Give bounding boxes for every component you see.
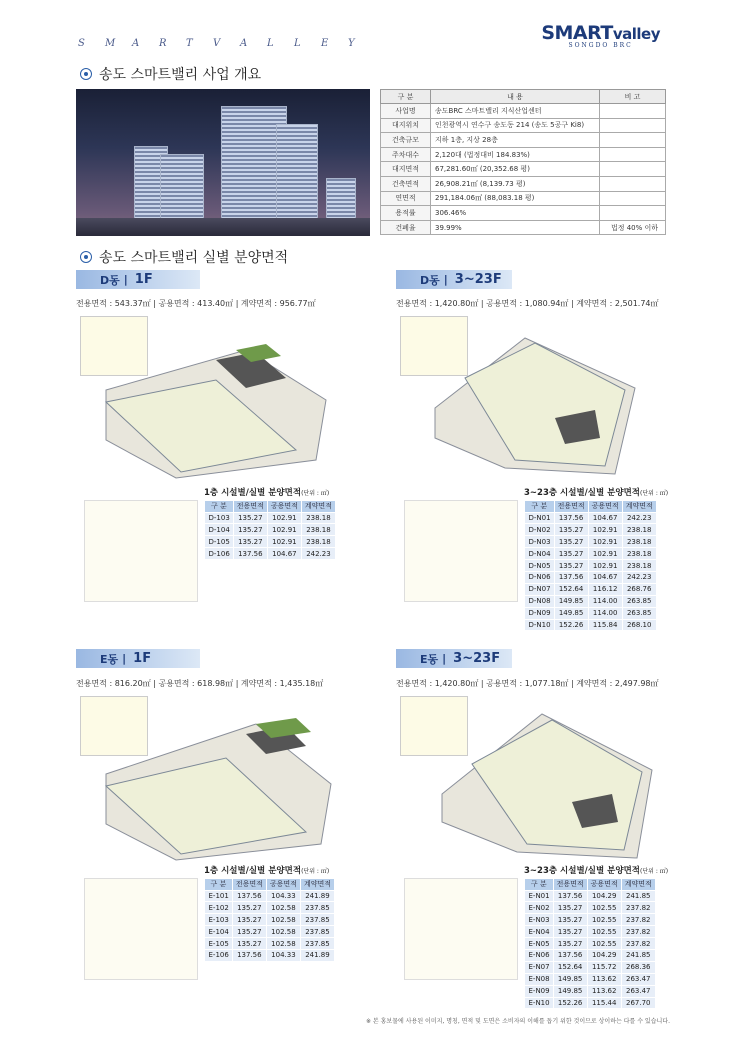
table-cell: 149.85 bbox=[553, 985, 587, 997]
table-cell: 114.00 bbox=[588, 595, 622, 607]
table-cell: E-101 bbox=[205, 890, 233, 902]
table-cell: 104.29 bbox=[587, 949, 621, 961]
table-cell: 39.99% bbox=[431, 220, 600, 235]
building-label-e-1f: E동 | 1F bbox=[76, 649, 200, 668]
table-cell: 267.70 bbox=[621, 997, 655, 1009]
table-row bbox=[205, 536, 336, 548]
table-cell: E-N07 bbox=[525, 961, 554, 973]
table-cell: 149.85 bbox=[554, 595, 588, 607]
table-cell: E-N03 bbox=[525, 914, 554, 926]
unit-table-title: 1층 시설별/실별 분양면적(단위 : ㎡) bbox=[204, 866, 330, 876]
table-cell bbox=[600, 162, 666, 177]
table-row bbox=[381, 176, 666, 191]
table-cell: 237.85 bbox=[300, 926, 334, 938]
table-cell bbox=[600, 176, 666, 191]
table-row bbox=[525, 583, 657, 595]
table-cell: D-103 bbox=[205, 512, 234, 524]
column-header: 공용면적 bbox=[587, 879, 621, 891]
unit-plan-e-1f bbox=[84, 878, 198, 980]
section-title-overview: 송도 스마트밸리 사업 개요 bbox=[80, 64, 261, 84]
table-cell: 102.91 bbox=[267, 536, 301, 548]
table-cell: 268.76 bbox=[622, 583, 656, 595]
table-cell: 지하 1층, 지상 28층 bbox=[431, 133, 600, 148]
table-row bbox=[205, 548, 336, 560]
table-cell: E-N01 bbox=[525, 890, 554, 902]
building-label-e-3f: E동 | 3~23F bbox=[396, 649, 512, 668]
table-cell: 238.18 bbox=[301, 536, 335, 548]
table-cell: 135.27 bbox=[553, 914, 587, 926]
table-cell: 263.85 bbox=[622, 595, 656, 607]
title-letter: A bbox=[240, 38, 248, 49]
table-cell: 102.55 bbox=[587, 902, 621, 914]
table-cell: 2,120대 (법정대비 184.83%) bbox=[431, 147, 600, 162]
table-cell: 102.91 bbox=[588, 548, 622, 560]
building-label-d-1f: D동 | 1F bbox=[76, 270, 200, 289]
floor-render-d-3f bbox=[425, 328, 643, 478]
table-cell: D-N03 bbox=[525, 536, 555, 548]
table-row bbox=[205, 890, 335, 902]
table-cell: E-102 bbox=[205, 902, 233, 914]
title-letter: T bbox=[186, 38, 193, 49]
title-letter: R bbox=[159, 38, 167, 49]
table-cell: 268.10 bbox=[622, 619, 656, 631]
table-cell: 137.56 bbox=[233, 548, 267, 560]
table-cell: 242.23 bbox=[622, 512, 656, 524]
table-cell: 용적률 bbox=[381, 206, 431, 221]
table-cell: 135.27 bbox=[554, 524, 588, 536]
unit-table-title: 1층 시설별/실별 분양면적(단위 : ㎡) bbox=[204, 488, 330, 498]
table-cell: 67,281.60㎡ (20,352.68 평) bbox=[431, 162, 600, 177]
table-cell: E-106 bbox=[205, 949, 233, 961]
building-photo bbox=[76, 89, 370, 236]
table-cell: 306.46% bbox=[431, 206, 600, 221]
table-cell: 135.27 bbox=[232, 926, 266, 938]
table-cell: 102.91 bbox=[588, 560, 622, 572]
table-cell: 104.67 bbox=[588, 571, 622, 583]
table-cell: 263.47 bbox=[621, 973, 655, 985]
table-cell: E-N10 bbox=[525, 997, 554, 1009]
table-cell: D-N08 bbox=[525, 595, 555, 607]
table-cell: 건축규모 bbox=[381, 133, 431, 148]
title-letter: A bbox=[132, 38, 140, 49]
column-header: 전용면적 bbox=[553, 879, 587, 891]
table-row bbox=[205, 938, 335, 950]
table-cell: D-106 bbox=[205, 548, 234, 560]
unit-table-e-3f bbox=[524, 878, 656, 1009]
area-summary-e-1f: 전용면적 : 816.20㎡ | 공용면적 : 618.98㎡ | 계약면적 : 1,435.18㎡ bbox=[76, 679, 324, 688]
bullet-icon bbox=[80, 68, 92, 80]
section-title-areas: 송도 스마트밸리 실별 분양면적 bbox=[80, 247, 288, 267]
table-row bbox=[205, 512, 336, 524]
table-cell: 104.29 bbox=[587, 890, 621, 902]
table-cell: 152.26 bbox=[554, 619, 588, 631]
table-cell: 102.55 bbox=[587, 926, 621, 938]
floor-render-e-1f bbox=[96, 714, 336, 864]
table-cell: 법정 40% 이하 bbox=[600, 220, 666, 235]
area-summary-d-3f: 전용면적 : 1,420.80㎡ | 공용면적 : 1,080.94㎡ | 계약면적 : 2,501.74㎡ bbox=[396, 299, 659, 308]
table-row bbox=[525, 949, 656, 961]
title-letter: V bbox=[213, 38, 221, 49]
table-cell: 291,184.06㎡ (88,083.18 평) bbox=[431, 191, 600, 206]
table-row bbox=[381, 162, 666, 177]
table-row bbox=[525, 619, 657, 631]
table-row bbox=[205, 524, 336, 536]
table-cell: 263.85 bbox=[622, 607, 656, 619]
table-cell: 104.67 bbox=[267, 548, 301, 560]
table-cell: 건폐율 bbox=[381, 220, 431, 235]
table-cell: 263.47 bbox=[621, 985, 655, 997]
table-cell: 주차대수 bbox=[381, 147, 431, 162]
table-cell: 137.56 bbox=[553, 890, 587, 902]
table-row bbox=[525, 926, 656, 938]
column-header: 계약면적 bbox=[301, 501, 335, 513]
title-letter: E bbox=[321, 38, 329, 49]
table-cell: 115.84 bbox=[588, 619, 622, 631]
table-cell: D-N09 bbox=[525, 607, 555, 619]
table-cell: 238.18 bbox=[622, 560, 656, 572]
column-header: 구 분 bbox=[205, 879, 233, 891]
table-cell: 연면적 bbox=[381, 191, 431, 206]
table-cell: E-104 bbox=[205, 926, 233, 938]
table-cell: 102.58 bbox=[266, 902, 300, 914]
table-cell: 102.58 bbox=[266, 926, 300, 938]
table-cell: 135.27 bbox=[554, 536, 588, 548]
table-cell: 사업명 bbox=[381, 104, 431, 119]
table-cell: 237.85 bbox=[300, 914, 334, 926]
table-row bbox=[525, 961, 656, 973]
table-cell: 135.27 bbox=[232, 938, 266, 950]
table-cell: 149.85 bbox=[554, 607, 588, 619]
table-cell: 241.85 bbox=[621, 890, 655, 902]
bullet-icon bbox=[80, 251, 92, 263]
column-header: 전용면적 bbox=[233, 501, 267, 513]
table-row bbox=[381, 220, 666, 235]
table-cell: D-N01 bbox=[525, 512, 555, 524]
table-cell: 237.82 bbox=[621, 938, 655, 950]
table-cell: 102.58 bbox=[266, 914, 300, 926]
table-row bbox=[525, 890, 656, 902]
area-summary-d-1f: 전용면적 : 543.37㎡ | 공용면적 : 413.40㎡ | 계약면적 : 956.77㎡ bbox=[76, 299, 316, 308]
table-cell: 237.82 bbox=[621, 902, 655, 914]
table-cell: 238.18 bbox=[301, 524, 335, 536]
logo: SMARTvalley SONGDO BRC bbox=[541, 22, 660, 49]
table-row bbox=[525, 571, 657, 583]
column-header: 구 분 bbox=[525, 879, 554, 891]
table-cell: 135.27 bbox=[232, 914, 266, 926]
title-letter: S bbox=[78, 38, 85, 49]
table-cell: E-103 bbox=[205, 914, 233, 926]
table-cell: 237.82 bbox=[621, 926, 655, 938]
table-cell: 238.18 bbox=[301, 512, 335, 524]
table-cell: 135.27 bbox=[554, 560, 588, 572]
table-cell: E-105 bbox=[205, 938, 233, 950]
building-label-d-3f: D동 | 3~23F bbox=[396, 270, 512, 289]
table-row bbox=[525, 902, 656, 914]
table-row bbox=[205, 902, 335, 914]
table-row bbox=[525, 512, 657, 524]
title-letter: L bbox=[294, 38, 301, 49]
footnote: ※ 본 홍보물에 사용된 이미지, 명칭, 면적 및 도면은 소비자의 이해를 돕기 위한 것이므로 상이하는 다를 수 있습니다. bbox=[366, 1018, 670, 1025]
table-cell: 137.56 bbox=[554, 512, 588, 524]
table-cell: 135.27 bbox=[553, 902, 587, 914]
table-row bbox=[525, 560, 657, 572]
table-cell bbox=[600, 147, 666, 162]
table-cell: 115.44 bbox=[587, 997, 621, 1009]
column-header: 공용면적 bbox=[267, 501, 301, 513]
table-cell: 102.91 bbox=[267, 512, 301, 524]
table-cell: 238.18 bbox=[622, 548, 656, 560]
column-header: 구 분 bbox=[205, 501, 234, 513]
unit-plan-e-3f bbox=[404, 878, 518, 980]
column-header: 공용면적 bbox=[588, 501, 622, 513]
table-cell: E-N09 bbox=[525, 985, 554, 997]
column-header: 전용면적 bbox=[232, 879, 266, 891]
table-cell: 268.36 bbox=[621, 961, 655, 973]
table-cell: E-N05 bbox=[525, 938, 554, 950]
table-cell: 149.85 bbox=[553, 973, 587, 985]
table-cell: 135.27 bbox=[553, 938, 587, 950]
table-cell: D-104 bbox=[205, 524, 234, 536]
table-header-row bbox=[205, 879, 335, 891]
table-cell: 238.18 bbox=[622, 536, 656, 548]
table-cell: 인천광역시 연수구 송도동 214 (송도 5공구 Ki8) bbox=[431, 118, 600, 133]
table-cell: 대지위치 bbox=[381, 118, 431, 133]
table-row bbox=[205, 914, 335, 926]
table-cell bbox=[600, 206, 666, 221]
table-cell: 송도BRC 스마트밸리 지식산업센터 bbox=[431, 104, 600, 119]
table-row bbox=[525, 938, 656, 950]
unit-plan-d-1f bbox=[84, 500, 198, 602]
table-cell: E-N04 bbox=[525, 926, 554, 938]
table-cell: 152.26 bbox=[553, 997, 587, 1009]
table-row bbox=[525, 973, 656, 985]
table-cell: 104.33 bbox=[266, 890, 300, 902]
spaced-title bbox=[78, 38, 375, 49]
unit-plan-d-3f bbox=[404, 500, 518, 602]
table-cell: 115.72 bbox=[587, 961, 621, 973]
table-cell: 137.56 bbox=[554, 571, 588, 583]
table-header-row bbox=[525, 879, 656, 891]
table-cell: 137.56 bbox=[232, 890, 266, 902]
title-letter: L bbox=[267, 38, 274, 49]
table-cell: 152.64 bbox=[553, 961, 587, 973]
table-cell: 26,908.21㎡ (8,139.73 평) bbox=[431, 176, 600, 191]
table-cell: 241.85 bbox=[621, 949, 655, 961]
table-cell: 102.58 bbox=[266, 938, 300, 950]
overview-table: 구 분 내 용 비 고 사업명 송도BRC 스마트밸리 지식산업센터 대지위치 인천광역시 연수구 송도동 214 (송도 5공구 Ki8) 건축규모 지하 1층, 지상 28층 주차대수 2,120대 (법정대비 184.83%) 대지면적 67,281.60㎡ (20,352.68 평) 건축면적 26,908.21㎡ (8,139.73 평) 연면적 291,184.06㎡ (88,083.18 평) 용적률 306.46% 건폐율 39.99% 법정 40% 이하 bbox=[380, 89, 666, 235]
table-cell: 135.27 bbox=[554, 548, 588, 560]
table-cell: 대지면적 bbox=[381, 162, 431, 177]
table-cell: 135.27 bbox=[553, 926, 587, 938]
table-row bbox=[525, 997, 656, 1009]
table-cell: D-105 bbox=[205, 536, 234, 548]
unit-table-e-1f bbox=[204, 878, 335, 962]
table-row bbox=[525, 536, 657, 548]
table-cell: 238.18 bbox=[622, 524, 656, 536]
title-letter: Y bbox=[348, 38, 355, 49]
table-cell: 241.89 bbox=[300, 949, 334, 961]
table-cell: E-N08 bbox=[525, 973, 554, 985]
table-cell: 137.56 bbox=[232, 949, 266, 961]
table-cell: 135.27 bbox=[233, 536, 267, 548]
floor-render-e-3f bbox=[432, 704, 660, 864]
table-row bbox=[381, 104, 666, 119]
table-row bbox=[525, 548, 657, 560]
table-header-row bbox=[205, 501, 336, 513]
table-cell: D-N04 bbox=[525, 548, 555, 560]
table-cell: 102.55 bbox=[587, 938, 621, 950]
table-cell: 135.27 bbox=[233, 512, 267, 524]
area-summary-e-3f: 전용면적 : 1,420.80㎡ | 공용면적 : 1,077.18㎡ | 계약면적 : 2,497.98㎡ bbox=[396, 679, 659, 688]
table-row bbox=[381, 133, 666, 148]
table-cell: 113.62 bbox=[587, 973, 621, 985]
unit-table-d-3f bbox=[524, 500, 657, 631]
table-cell: 135.27 bbox=[232, 902, 266, 914]
table-cell: 237.82 bbox=[621, 914, 655, 926]
table-cell: 152.64 bbox=[554, 583, 588, 595]
table-cell bbox=[600, 191, 666, 206]
table-cell: 237.85 bbox=[300, 938, 334, 950]
table-cell: 241.89 bbox=[300, 890, 334, 902]
table-header-row bbox=[525, 501, 657, 513]
table-cell: 237.85 bbox=[300, 902, 334, 914]
table-cell: 건축면적 bbox=[381, 176, 431, 191]
unit-table-d-1f bbox=[204, 500, 336, 560]
table-cell: 242.23 bbox=[622, 571, 656, 583]
table-cell: 114.00 bbox=[588, 607, 622, 619]
table-row bbox=[525, 985, 656, 997]
table-row bbox=[381, 118, 666, 133]
table-cell: 104.33 bbox=[266, 949, 300, 961]
table-cell: D-N07 bbox=[525, 583, 555, 595]
table-row bbox=[525, 914, 656, 926]
table-cell: D-N02 bbox=[525, 524, 555, 536]
table-row bbox=[381, 191, 666, 206]
floor-render-d-1f bbox=[96, 340, 336, 480]
table-cell: 104.67 bbox=[588, 512, 622, 524]
table-cell: 116.12 bbox=[588, 583, 622, 595]
table-row bbox=[205, 949, 335, 961]
table-cell: D-N05 bbox=[525, 560, 555, 572]
table-cell bbox=[600, 133, 666, 148]
column-header: 계약면적 bbox=[622, 501, 656, 513]
table-cell bbox=[600, 104, 666, 119]
table-cell: 102.91 bbox=[267, 524, 301, 536]
table-cell: E-N06 bbox=[525, 949, 554, 961]
table-row bbox=[525, 595, 657, 607]
table-cell: 102.91 bbox=[588, 524, 622, 536]
column-header: 구 분 bbox=[525, 501, 555, 513]
table-cell: D-N10 bbox=[525, 619, 555, 631]
table-cell: 135.27 bbox=[233, 524, 267, 536]
column-header: 공용면적 bbox=[266, 879, 300, 891]
table-row bbox=[381, 206, 666, 221]
table-cell bbox=[600, 118, 666, 133]
table-cell: 137.56 bbox=[553, 949, 587, 961]
table-cell: 102.91 bbox=[588, 536, 622, 548]
unit-table-title: 3~23층 시설별/실별 분양면적(단위 : ㎡) bbox=[524, 488, 669, 498]
column-header: 전용면적 bbox=[554, 501, 588, 513]
table-row bbox=[381, 147, 666, 162]
table-cell: E-N02 bbox=[525, 902, 554, 914]
table-cell: D-N06 bbox=[525, 571, 555, 583]
unit-table-title: 3~23층 시설별/실별 분양면적(단위 : ㎡) bbox=[524, 866, 669, 876]
table-cell: 113.62 bbox=[587, 985, 621, 997]
table-cell: 242.23 bbox=[301, 548, 335, 560]
column-header: 계약면적 bbox=[300, 879, 334, 891]
column-header: 계약면적 bbox=[621, 879, 655, 891]
table-row bbox=[205, 926, 335, 938]
table-row bbox=[525, 524, 657, 536]
title-letter: M bbox=[105, 38, 116, 49]
table-row bbox=[525, 607, 657, 619]
table-cell: 102.55 bbox=[587, 914, 621, 926]
